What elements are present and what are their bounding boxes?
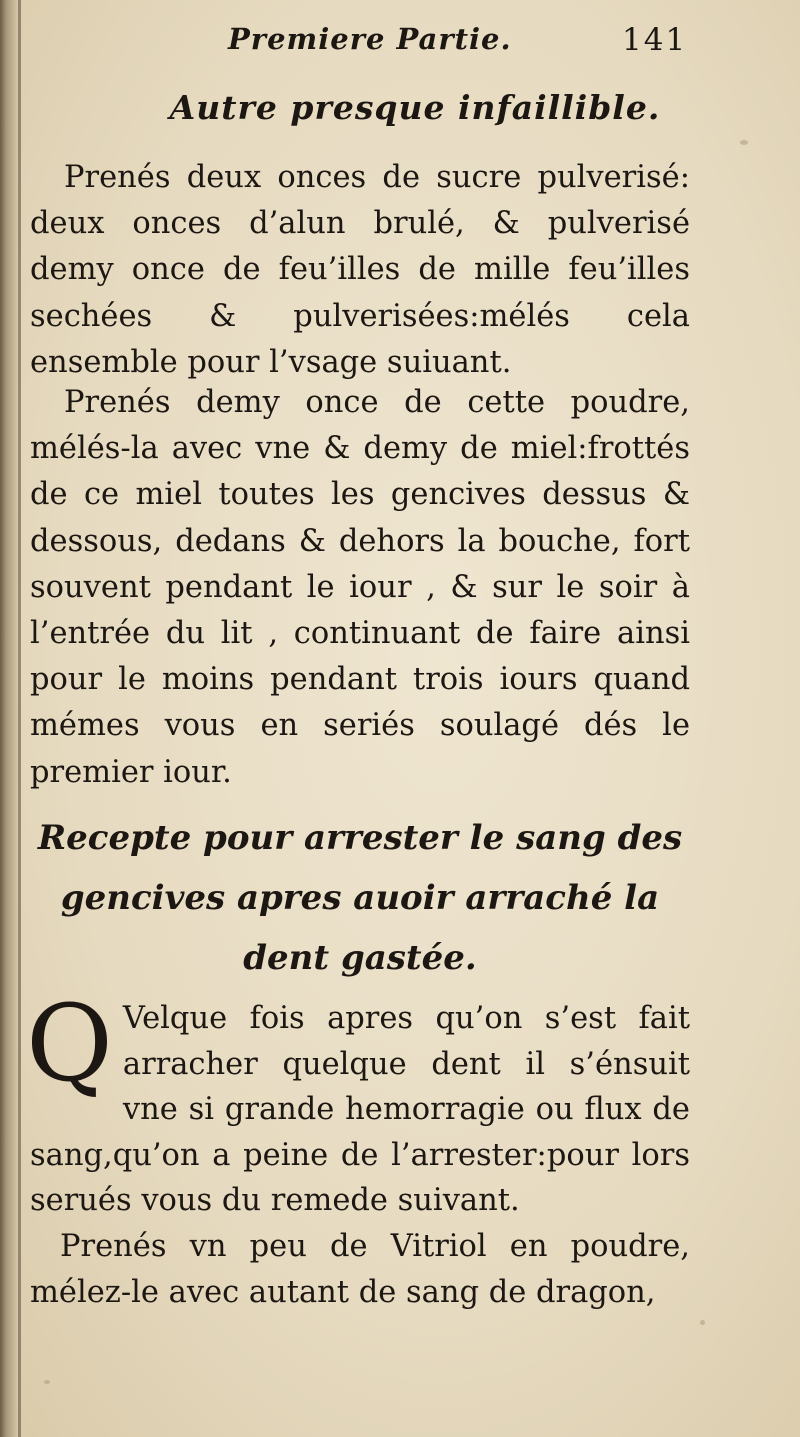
page-number: 141: [622, 22, 688, 58]
paragraph-4: Prenés vn peu de Vitriol en poudre, mélez-le avec autant de sang de dragon,: [30, 1229, 690, 1310]
paper-spot: [740, 140, 748, 145]
paper-spot: [700, 1320, 705, 1325]
paragraph-2: Prenés demy once de cette poudre, mélés-la avec vne & demy de miel:frottés de ce miel toutes les gencives dessus & dessous, dedans & dehors la bouche, fort souvent pendant le iour , & sur le soir à l’entrée du lit , continuant de faire ainsi pour le moins pendant trois iours quand mémes vous en seriés soulagé dés le premier iour.: [30, 385, 690, 790]
section-heading: Recepte pour arrester le sang des gencives apres auoir arraché la dent gastée.: [37, 818, 683, 978]
page-gutter: [0, 0, 18, 1437]
page-header: [0, 22, 800, 66]
section-title: Autre presque infaillible.: [169, 88, 661, 127]
paragraph-1: Prenés deux onces de sucre pulverisé: deux onces d’alun brulé, & pulverisé demy once de feu’illes de mille feu’illes sechées & pulverisées:mélés cela ensemble pour l’vsage suiuant.: [30, 160, 690, 380]
gutter-shadow: [18, 0, 21, 1437]
paragraph-3: [26, 982, 690, 1224]
paper-spot: [44, 1380, 50, 1384]
drop-cap: Q: [26, 982, 113, 1105]
running-head: Premiere Partie.: [228, 22, 512, 56]
paragraph-3-text: Velque fois apres qu’on s’est fait arracher quelque dent il s’énsuit vne si grande hemorragie ou flux de sang,qu’on a peine de l’arrester:pour lors serués vous du remede suivant.: [30, 1001, 690, 1218]
